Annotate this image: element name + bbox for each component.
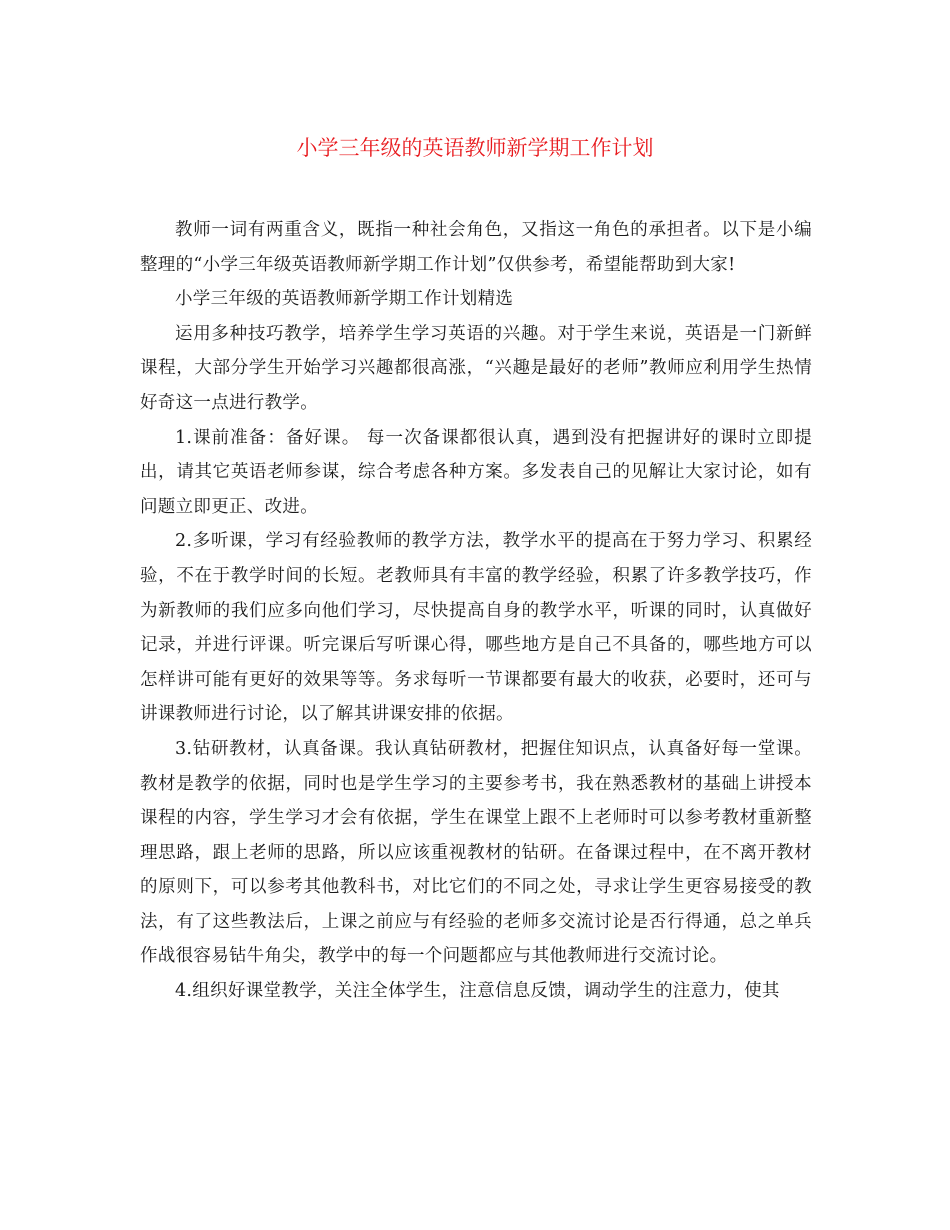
document-body <box>140 213 812 1009</box>
paragraph-subheading: 小学三年级的英语教师新学期工作计划精选 <box>175 289 514 310</box>
paragraph-item-4: 4.组织好课堂教学，关注全体学生，注意信息反馈，调动学生的注意力，使其 <box>175 981 780 1002</box>
paragraph-item-3: 3.钻研教材，认真备课。我认真钻研教材，把握住知识点，认真备好每一堂课。教材是教学的依据，同时也是学生学习的主要参考书，我在熟悉教材的基础上讲授本课程的内容，学生学习才会有依据，学生在课堂上跟不上老师时可以参考教材重新整理思路，跟上老师的思路，所以应该重视教材的钻研。在备课过程中，在不离开教材的原则下，可以参考其他教科书，对比它们的不同之处，寻求让学生更容易接受的教法，有了这些教法后，上课之前应与有经验的老师多交流讨论是否行得通，总之单兵作战很容易钻牛角尖，教学中的每一个问题都应与其他教师进行交流讨论。 <box>140 738 812 967</box>
paragraph-item-1: 1.课前准备：备好课。 每一次备课都很认真，遇到没有把握讲好的课时立即提出，请其它英语老师参谋，综合考虑各种方案。多发表自己的见解让大家讨论，如有问题立即更正、改进。 <box>140 427 812 517</box>
paragraph-intro: 教师一词有两重含义，既指一种社会角色，又指这一角色的承担者。以下是小编整理的“小学三年级英语教师新学期工作计划”仅供参考，希望能帮助到大家! <box>140 220 812 275</box>
document-title: 小学三年级的英语教师新学期工作计划 <box>296 136 654 160</box>
paragraph-interest: 运用多种技巧教学，培养学生学习英语的兴趣。对于学生来说，英语是一门新鲜课程，大部分学生开始学习兴趣都很高涨，“兴趣是最好的老师”教师应利用学生热情好奇这一点进行教学。 <box>140 323 812 413</box>
paragraph-item-2: 2.多听课，学习有经验教师的教学方法，教学水平的提高在于努力学习、积累经验，不在于教学时间的长短。老教师具有丰富的教学经验，积累了许多教学技巧，作为新教师的我们应多向他们学习，尽快提高自身的教学水平，听课的同时，认真做好记录，并进行评课。听完课后写听课心得，哪些地方是自己不具备的，哪些地方可以怎样讲可能有更好的效果等等。务求每听一节课都要有最大的收获，必要时，还可与讲课教师进行讨论，以了解其讲课安排的依据。 <box>140 531 812 725</box>
